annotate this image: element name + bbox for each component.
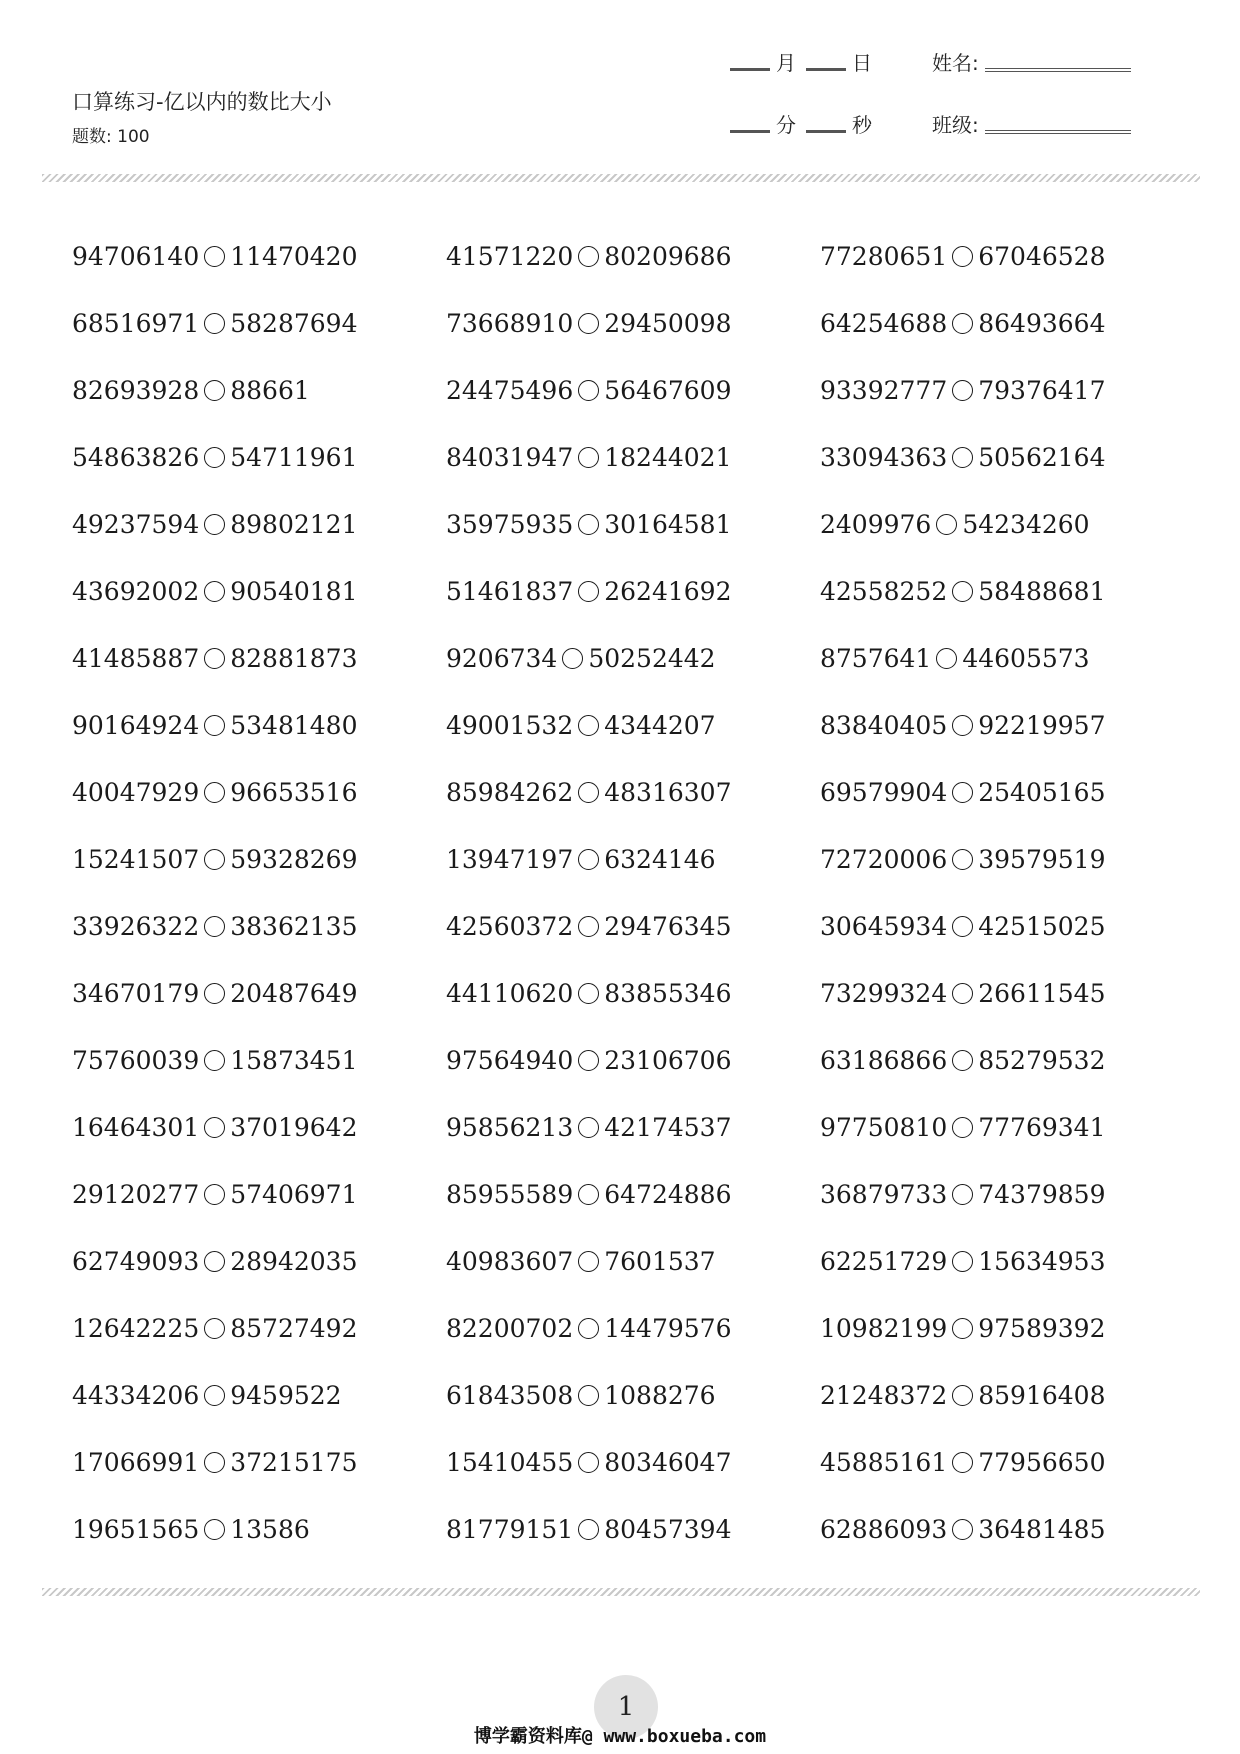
answer-circle[interactable]	[952, 1050, 973, 1071]
left-number: 40047929	[72, 777, 200, 807]
right-number: 80457394	[604, 1514, 732, 1544]
left-number: 62251729	[820, 1246, 948, 1276]
answer-circle[interactable]	[204, 916, 225, 937]
left-number: 64254688	[820, 308, 948, 338]
comparison-problem	[820, 506, 1090, 542]
comparison-problem	[72, 774, 358, 810]
left-number: 19651565	[72, 1514, 200, 1544]
comparison-problem	[446, 908, 732, 944]
bottom-divider	[42, 1588, 1200, 1596]
answer-circle[interactable]	[204, 1385, 225, 1406]
comparison-problem	[72, 439, 358, 475]
comparison-problem	[820, 640, 1090, 676]
right-number: 82881873	[230, 643, 358, 673]
answer-circle[interactable]	[204, 782, 225, 803]
page-number: 1	[617, 1692, 635, 1722]
comparison-problem	[820, 238, 1106, 274]
comparison-problem	[820, 1377, 1106, 1413]
left-number: 17066991	[72, 1447, 200, 1477]
right-number: 7601537	[604, 1246, 716, 1276]
left-number: 21248372	[820, 1380, 948, 1410]
comparison-problem	[446, 372, 732, 408]
left-number: 13947197	[446, 844, 574, 874]
answer-circle[interactable]	[204, 380, 225, 401]
right-number: 37019642	[230, 1112, 358, 1142]
answer-circle[interactable]	[952, 782, 973, 803]
answer-circle[interactable]	[952, 1519, 973, 1540]
name-label: 姓名:	[932, 51, 979, 75]
answer-circle[interactable]	[952, 1184, 973, 1205]
left-number: 83840405	[820, 710, 948, 740]
comparison-problem	[72, 305, 358, 341]
comparison-problem	[446, 640, 716, 676]
minute-label: 分	[776, 113, 796, 137]
left-number: 41571220	[446, 241, 574, 271]
left-number: 29120277	[72, 1179, 200, 1209]
comparison-problem	[72, 640, 358, 676]
answer-circle[interactable]	[204, 514, 225, 535]
answer-circle[interactable]	[952, 1318, 973, 1339]
comparison-problem	[446, 1511, 732, 1547]
left-number: 49001532	[446, 710, 574, 740]
right-number: 50562164	[978, 442, 1106, 472]
answer-circle[interactable]	[936, 514, 957, 535]
answer-circle[interactable]	[952, 849, 973, 870]
answer-circle[interactable]	[952, 447, 973, 468]
right-number: 1088276	[604, 1380, 716, 1410]
left-number: 75760039	[72, 1045, 200, 1075]
right-number: 92219957	[978, 710, 1106, 740]
right-number: 77956650	[978, 1447, 1106, 1477]
right-number: 74379859	[978, 1179, 1106, 1209]
left-number: 97564940	[446, 1045, 574, 1075]
comparison-problem	[820, 774, 1106, 810]
answer-circle[interactable]	[952, 983, 973, 1004]
answer-circle[interactable]	[578, 782, 599, 803]
right-number: 58488681	[978, 576, 1106, 606]
answer-circle[interactable]	[578, 1184, 599, 1205]
left-number: 84031947	[446, 442, 574, 472]
answer-circle[interactable]	[578, 447, 599, 468]
left-number: 2409976	[820, 509, 932, 539]
left-number: 15241507	[72, 844, 200, 874]
comparison-problem	[820, 372, 1106, 408]
answer-circle[interactable]	[952, 1251, 973, 1272]
comparison-problem	[72, 975, 358, 1011]
left-number: 41485887	[72, 643, 200, 673]
left-number: 42558252	[820, 576, 948, 606]
comparison-problem	[446, 1377, 716, 1413]
right-number: 28942035	[230, 1246, 358, 1276]
right-number: 37215175	[230, 1447, 358, 1477]
answer-circle[interactable]	[204, 715, 225, 736]
left-number: 77280651	[820, 241, 948, 271]
left-number: 44334206	[72, 1380, 200, 1410]
comparison-problem	[72, 1042, 358, 1078]
month-label: 月	[776, 51, 796, 75]
comparison-problem	[72, 1511, 310, 1547]
left-number: 34670179	[72, 978, 200, 1008]
right-number: 14479576	[604, 1313, 732, 1343]
left-number: 69579904	[820, 777, 948, 807]
question-count: 题数: 100	[72, 127, 150, 147]
right-number: 15873451	[230, 1045, 358, 1075]
comparison-problem	[820, 439, 1106, 475]
answer-circle[interactable]	[204, 1318, 225, 1339]
comparison-problem	[446, 573, 732, 609]
right-number: 79376417	[978, 375, 1106, 405]
right-number: 44605573	[962, 643, 1090, 673]
answer-circle[interactable]	[204, 983, 225, 1004]
right-number: 9459522	[230, 1380, 342, 1410]
right-number: 30164581	[604, 509, 732, 539]
left-number: 12642225	[72, 1313, 200, 1343]
left-number: 62749093	[72, 1246, 200, 1276]
comparison-problem	[446, 1444, 732, 1480]
comparison-problem	[820, 841, 1106, 877]
comparison-problem	[72, 841, 358, 877]
right-number: 48316307	[604, 777, 732, 807]
footer-watermark: 博学霸资料库@ www.boxueba.com	[473, 1726, 767, 1747]
comparison-problem	[820, 1511, 1106, 1547]
answer-circle[interactable]	[204, 1117, 225, 1138]
answer-circle[interactable]	[204, 1184, 225, 1205]
right-number: 86493664	[978, 308, 1106, 338]
right-number: 26611545	[978, 978, 1106, 1008]
answer-circle[interactable]	[936, 648, 957, 669]
left-number: 85955589	[446, 1179, 574, 1209]
answer-circle[interactable]	[952, 715, 973, 736]
answer-circle[interactable]	[562, 648, 583, 669]
answer-circle[interactable]	[578, 983, 599, 1004]
answer-circle[interactable]	[952, 1452, 973, 1473]
right-number: 80209686	[604, 241, 732, 271]
comparison-problem	[446, 1310, 732, 1346]
comparison-problem	[72, 1444, 358, 1480]
answer-circle[interactable]	[952, 246, 973, 267]
class-label: 班级:	[932, 113, 979, 137]
left-number: 43692002	[72, 576, 200, 606]
left-number: 42560372	[446, 911, 574, 941]
answer-circle[interactable]	[578, 581, 599, 602]
answer-circle[interactable]	[578, 1452, 599, 1473]
left-number: 72720006	[820, 844, 948, 874]
comparison-problem	[446, 1042, 732, 1078]
answer-circle[interactable]	[952, 916, 973, 937]
answer-circle[interactable]	[952, 313, 973, 334]
answer-circle[interactable]	[204, 1452, 225, 1473]
right-number: 42174537	[604, 1112, 732, 1142]
left-number: 10982199	[820, 1313, 948, 1343]
left-number: 40983607	[446, 1246, 574, 1276]
answer-circle[interactable]	[578, 246, 599, 267]
left-number: 82693928	[72, 375, 200, 405]
comparison-problem	[72, 506, 358, 542]
day-label: 日	[852, 51, 872, 75]
comparison-problem	[446, 975, 732, 1011]
comparison-problem	[72, 1109, 358, 1145]
right-number: 23106706	[604, 1045, 732, 1075]
answer-circle[interactable]	[578, 715, 599, 736]
right-number: 77769341	[978, 1112, 1106, 1142]
right-number: 53481480	[230, 710, 358, 740]
left-number: 85984262	[446, 777, 574, 807]
answer-circle[interactable]	[578, 1251, 599, 1272]
left-number: 94706140	[72, 241, 200, 271]
right-number: 11470420	[230, 241, 358, 271]
comparison-problem	[820, 1176, 1106, 1212]
comparison-problem	[446, 439, 732, 475]
answer-circle[interactable]	[204, 447, 225, 468]
left-number: 35975935	[446, 509, 574, 539]
comparison-problem	[446, 841, 716, 877]
right-number: 4344207	[604, 710, 716, 740]
answer-circle[interactable]	[204, 1050, 225, 1071]
right-number: 50252442	[588, 643, 716, 673]
comparison-problem	[820, 1042, 1106, 1078]
left-number: 95856213	[446, 1112, 574, 1142]
left-number: 51461837	[446, 576, 574, 606]
answer-circle[interactable]	[578, 1519, 599, 1540]
left-number: 44110620	[446, 978, 574, 1008]
left-number: 16464301	[72, 1112, 200, 1142]
right-number: 54711961	[230, 442, 358, 472]
right-number: 25405165	[978, 777, 1106, 807]
right-number: 18244021	[604, 442, 732, 472]
answer-circle[interactable]	[578, 916, 599, 937]
comparison-problem	[820, 573, 1106, 609]
answer-circle[interactable]	[952, 1117, 973, 1138]
comparison-problem	[446, 1176, 732, 1212]
right-number: 57406971	[230, 1179, 358, 1209]
left-number: 73668910	[446, 308, 574, 338]
left-number: 93392777	[820, 375, 948, 405]
right-number: 59328269	[230, 844, 358, 874]
right-number: 6324146	[604, 844, 716, 874]
left-number: 82200702	[446, 1313, 574, 1343]
left-number: 15410455	[446, 1447, 574, 1477]
second-label: 秒	[852, 113, 872, 137]
answer-circle[interactable]	[204, 246, 225, 267]
left-number: 24475496	[446, 375, 574, 405]
right-number: 54234260	[962, 509, 1090, 539]
comparison-problem	[446, 707, 716, 743]
answer-circle[interactable]	[204, 581, 225, 602]
right-number: 26241692	[604, 576, 732, 606]
answer-circle[interactable]	[578, 1385, 599, 1406]
left-number: 9206734	[446, 643, 558, 673]
answer-circle[interactable]	[204, 1519, 225, 1540]
right-number: 67046528	[978, 241, 1106, 271]
right-number: 64724886	[604, 1179, 732, 1209]
comparison-problem	[446, 238, 732, 274]
right-number: 85727492	[230, 1313, 358, 1343]
comparison-problem	[72, 1243, 358, 1279]
right-number: 83855346	[604, 978, 732, 1008]
right-number: 90540181	[230, 576, 358, 606]
left-number: 30645934	[820, 911, 948, 941]
left-number: 54863826	[72, 442, 200, 472]
answer-circle[interactable]	[578, 313, 599, 334]
right-number: 96653516	[230, 777, 358, 807]
answer-circle[interactable]	[578, 849, 599, 870]
answer-circle[interactable]	[578, 1117, 599, 1138]
answer-circle[interactable]	[204, 648, 225, 669]
comparison-problem	[820, 1310, 1106, 1346]
left-number: 90164924	[72, 710, 200, 740]
left-number: 61843508	[446, 1380, 574, 1410]
answer-circle[interactable]	[578, 1050, 599, 1071]
comparison-problem	[72, 238, 358, 274]
left-number: 33926322	[72, 911, 200, 941]
comparison-problem	[820, 908, 1106, 944]
comparison-problem	[820, 1444, 1106, 1480]
left-number: 62886093	[820, 1514, 948, 1544]
right-number: 36481485	[978, 1514, 1106, 1544]
comparison-problem	[72, 1377, 342, 1413]
left-number: 8757641	[820, 643, 932, 673]
comparison-problem	[820, 707, 1106, 743]
worksheet-title: 口算练习-亿以内的数比大小	[72, 90, 332, 114]
answer-circle[interactable]	[578, 1318, 599, 1339]
right-number: 85279532	[978, 1045, 1106, 1075]
right-number: 42515025	[978, 911, 1106, 941]
comparison-problem	[72, 1310, 358, 1346]
right-number: 13586	[230, 1514, 310, 1544]
comparison-problem	[820, 305, 1106, 341]
right-number: 97589392	[978, 1313, 1106, 1343]
left-number: 68516971	[72, 308, 200, 338]
comparison-problem	[446, 305, 732, 341]
answer-circle[interactable]	[952, 581, 973, 602]
right-number: 15634953	[978, 1246, 1106, 1276]
comparison-problem	[446, 1109, 732, 1145]
left-number: 97750810	[820, 1112, 948, 1142]
right-number: 88661	[230, 375, 310, 405]
answer-circle[interactable]	[204, 1251, 225, 1272]
right-number: 80346047	[604, 1447, 732, 1477]
left-number: 36879733	[820, 1179, 948, 1209]
right-number: 58287694	[230, 308, 358, 338]
left-number: 63186866	[820, 1045, 948, 1075]
right-number: 56467609	[604, 375, 732, 405]
answer-circle[interactable]	[952, 1385, 973, 1406]
right-number: 20487649	[230, 978, 358, 1008]
answer-circle[interactable]	[578, 514, 599, 535]
left-number: 33094363	[820, 442, 948, 472]
comparison-problem	[820, 975, 1106, 1011]
comparison-problem	[72, 573, 358, 609]
comparison-problem	[820, 1109, 1106, 1145]
right-number: 85916408	[978, 1380, 1106, 1410]
right-number: 89802121	[230, 509, 358, 539]
left-number: 49237594	[72, 509, 200, 539]
comparison-problem	[72, 1176, 358, 1212]
comparison-problem	[72, 372, 310, 408]
left-number: 45885161	[820, 1447, 948, 1477]
right-number: 29450098	[604, 308, 732, 338]
comparison-problem	[446, 1243, 716, 1279]
left-number: 73299324	[820, 978, 948, 1008]
answer-circle[interactable]	[952, 380, 973, 401]
comparison-problem	[72, 707, 358, 743]
comparison-problem	[446, 506, 732, 542]
comparison-problem	[820, 1243, 1106, 1279]
answer-circle[interactable]	[204, 849, 225, 870]
answer-circle[interactable]	[578, 380, 599, 401]
answer-circle[interactable]	[204, 313, 225, 334]
right-number: 39579519	[978, 844, 1106, 874]
left-number: 81779151	[446, 1514, 574, 1544]
right-number: 38362135	[230, 911, 358, 941]
comparison-problem	[446, 774, 732, 810]
right-number: 29476345	[604, 911, 732, 941]
comparison-problem	[72, 908, 358, 944]
